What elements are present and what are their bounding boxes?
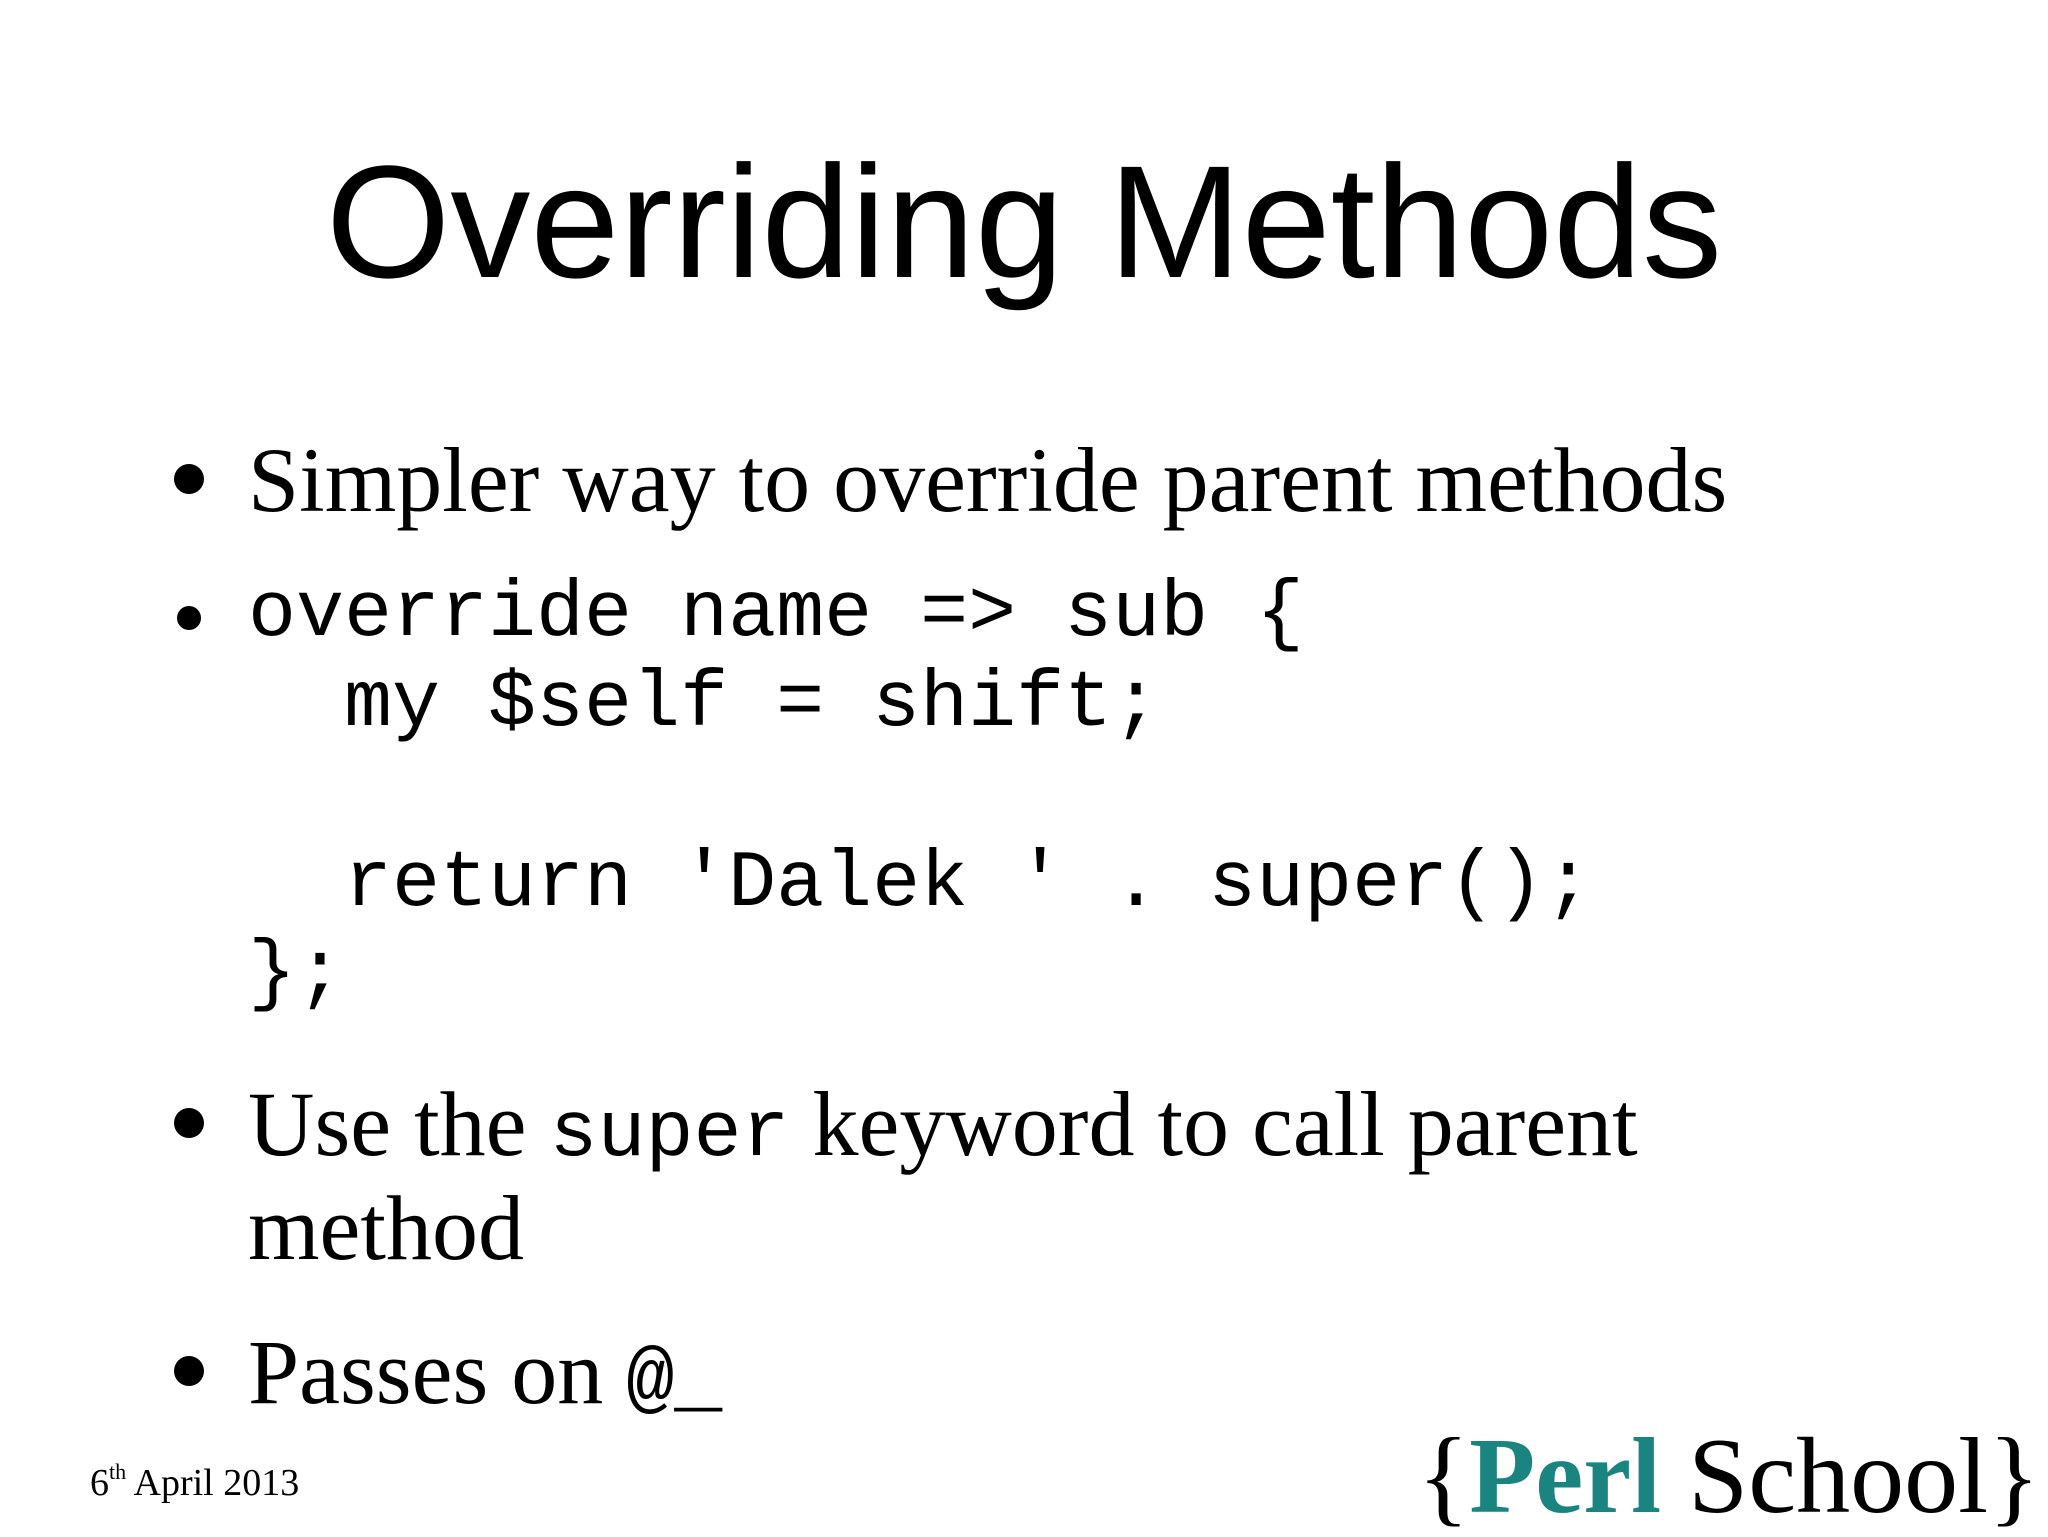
logo-open-brace: {: [1417, 1417, 1470, 1536]
bullet-text-part: Use the: [248, 1073, 550, 1175]
footer-date: [90, 1461, 299, 1505]
perl-school-logo: [1417, 1417, 2040, 1537]
logo-perl: Perl: [1469, 1417, 1662, 1536]
logo-close-brace: }: [1988, 1417, 2040, 1536]
inline-code-args: @_: [626, 1337, 723, 1428]
bullet-text: [248, 1320, 722, 1435]
date-rest: April 2013: [126, 1462, 300, 1504]
bullet-dot: [177, 606, 201, 630]
bullet-text-continuation: method: [248, 1177, 524, 1279]
bullet-text-part: keyword to call parent: [789, 1073, 1638, 1175]
bullet-text: [248, 1072, 1638, 1187]
code-block: override name => sub { my $self = shift; return 'Dalek ' . super(); };: [248, 569, 1593, 1020]
bullet-dot: [174, 1108, 204, 1138]
bullet-text: Simpler way to override parent methods: [248, 429, 1728, 531]
bullet-dot: [174, 1356, 204, 1386]
date-suffix: th: [109, 1459, 127, 1484]
inline-code-super: super: [549, 1089, 790, 1180]
bullet-text-part: Passes on: [248, 1321, 627, 1423]
logo-school: School: [1661, 1417, 1989, 1536]
date-day: 6: [90, 1462, 109, 1504]
slide-title: Overriding Methods: [325, 132, 1723, 311]
bullet-dot: [174, 464, 204, 494]
